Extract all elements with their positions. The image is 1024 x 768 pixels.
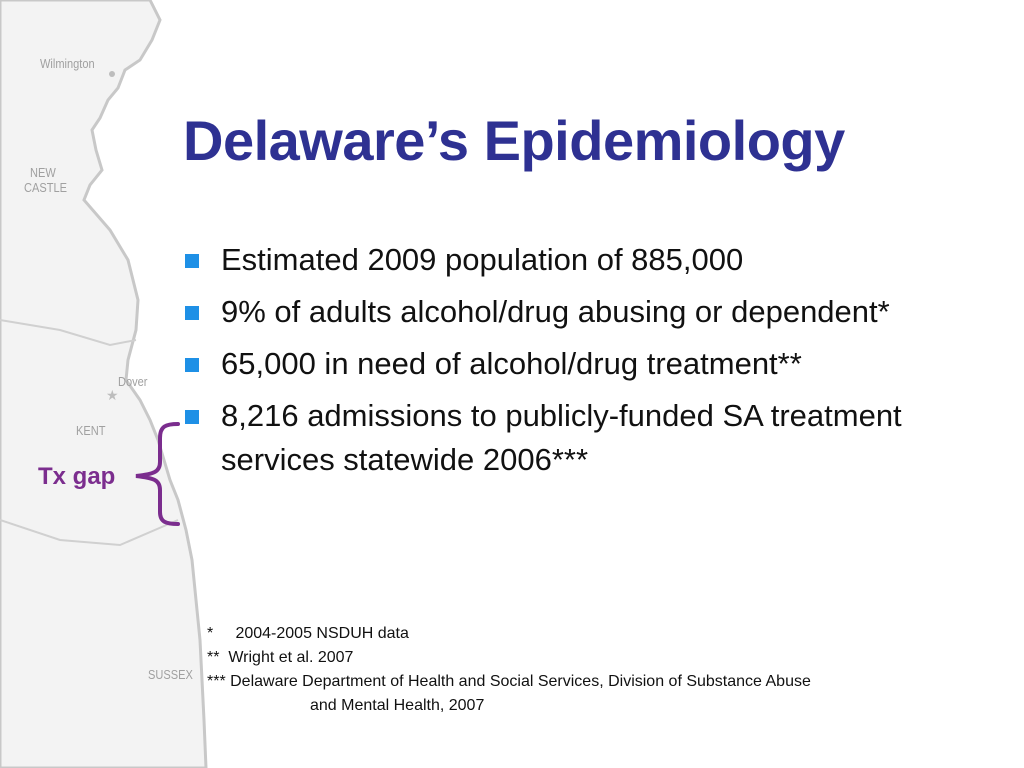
square-bullet-icon xyxy=(185,358,199,372)
map-label-new: NEW xyxy=(30,165,56,180)
square-bullet-icon xyxy=(185,254,199,268)
bullet-item xyxy=(183,290,943,334)
tx-gap-label: Tx gap xyxy=(38,463,116,490)
footnote-2: ** Wright et al. 2007 xyxy=(207,649,354,666)
footnotes xyxy=(207,622,1007,718)
curly-brace-icon xyxy=(126,418,186,530)
footnote-3: *** Delaware Department of Health and Social Services, Division of Substance Abuse xyxy=(207,673,811,690)
bullet-list xyxy=(183,238,943,490)
map-label-castle: CASTLE xyxy=(24,180,67,195)
footnote-1: * 2004-2005 NSDUH data xyxy=(207,625,409,642)
map-label-kent: KENT xyxy=(76,423,106,438)
bullet-text: 8,216 admissions to publicly-funded SA treatment services statewide 2006*** xyxy=(221,398,902,477)
bullet-text: 9% of adults alcohol/drug abusing or dependent* xyxy=(221,294,890,329)
bullet-text: Estimated 2009 population of 885,000 xyxy=(221,242,744,277)
footnote-3-continued: and Mental Health, 2007 xyxy=(310,697,485,714)
bullet-text: 65,000 in need of alcohol/drug treatment** xyxy=(221,346,802,381)
map-label-dover: Dover xyxy=(118,374,148,389)
slide-title: Delaware’s Epidemiology xyxy=(183,109,845,172)
map-label-wilmington: Wilmington xyxy=(40,56,95,71)
bullet-item xyxy=(183,238,943,282)
svg-text:★: ★ xyxy=(106,388,119,404)
bullet-item xyxy=(183,342,943,386)
square-bullet-icon xyxy=(185,410,199,424)
square-bullet-icon xyxy=(185,306,199,320)
map-label-sussex: SUSSEX xyxy=(148,667,193,682)
bullet-item xyxy=(183,394,943,482)
